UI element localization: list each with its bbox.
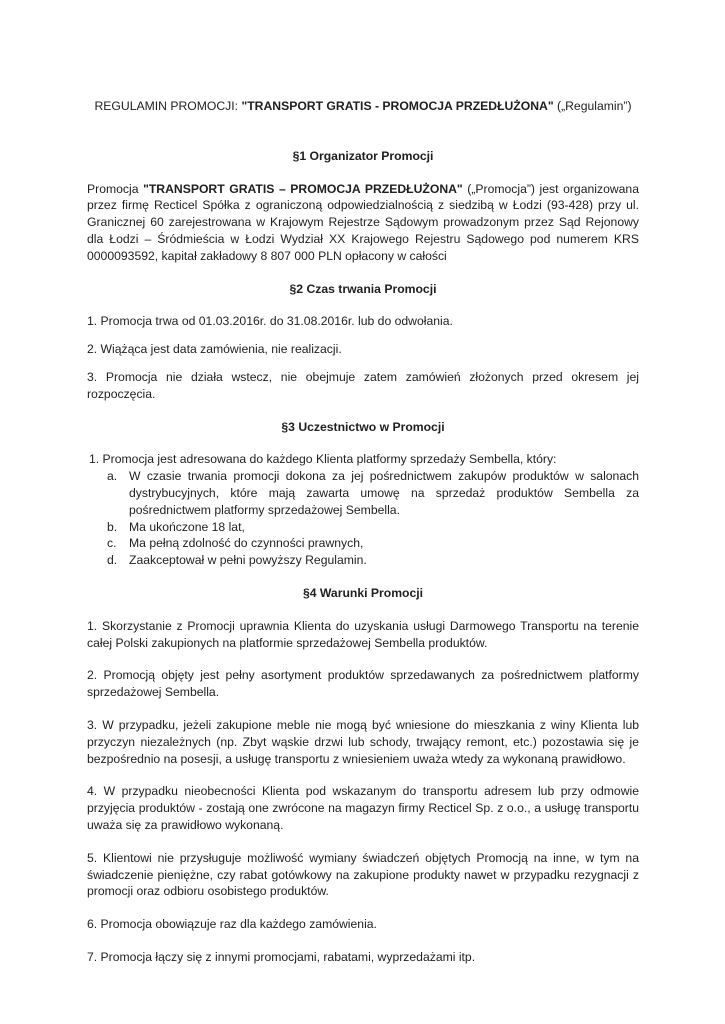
list-item	[87, 468, 639, 518]
list-marker: a.	[107, 469, 118, 484]
section-4-paragraph-1: 1. Skorzystanie z Promocji uprawnia Klienta do uzyskania usługi Darmowego Transportu na terenie całej Polski zakupionych na platformie sprzedażowej Sembella produktów.	[87, 618, 639, 650]
section-4-heading: §4 Warunki Promocji	[302, 585, 424, 600]
section-4-paragraph-5: 5. Klientowi nie przysługuje możliwość wymiany świadczeń objętych Promocją na inne, w tym na świadczenie pieniężne, czy rabat gotówkowy na zakupione produkty nawet w przypadku rezygnacji z promocji oraz odbioru osobistego produktów.	[87, 850, 639, 899]
section-4-paragraph-3: 3. W przypadku, jeżeli zakupione meble nie mogą być wniesione do mieszkania z winy Klienta lub przyczyn niezależnych (np. Zbyt wąskie drzwi lub schody, trwający remont, etc.) pozostawia się je bezpośrednio na posesji, a usługę transportu z wniesieniem uważa wtedy za wykonaną prawidłowo.	[87, 717, 639, 766]
section-4-paragraph-2: 2. Promocją objęty jest pełny asortyment produktów sprzedawanych za pośrednictwem platformy sprzedażowej Sembella.	[87, 668, 639, 700]
section-3-heading: §3 Uczestnictwo w Promocji	[281, 419, 445, 434]
document-page	[87, 98, 639, 966]
title-prefix: REGULAMIN PROMOCJI:	[94, 99, 242, 113]
s1-p1-bold: "TRANSPORT GRATIS – PROMOCJA PRZEDŁUŻONA"	[143, 181, 463, 196]
section-2-paragraph-3: 3. Promocja nie działa wstecz, nie obejmuje zatem zamówień złożonych przed okresem jej rozpoczęcia.	[87, 369, 639, 401]
s1-p1-prefix: Promocja	[87, 181, 144, 196]
title-suffix: („Regulamin”)	[553, 99, 632, 113]
document-title	[87, 98, 639, 115]
section-4-paragraph-4: 4. W przypadku nieobecności Klienta pod wskazanym do transportu adresem lub przy odmowie przyjęcia produktów - zostają one zwrócone na magazyn firmy Recticel Sp. z o.o., a usługę transportu uważa się za prawidłowo wykonaną.	[87, 784, 639, 832]
list-marker: b.	[107, 519, 118, 534]
s1-p1-rest: („Promocja”) jest organizowana przez firmę Recticel Spółka z ograniczoną odpowiedzialnością z siedzibą w Łodzi (93-428) przy ul. Granicznej 60 zarejestrowana w Krajowym Rejestrze Sądowym prowadzonym przez Sąd Rejonowy dla Łodzi – Śródmieścia w Łodzi Wydział XX Krajowego Rejestru Sądowego pod numerem KRS 0000093592, kapitał zakładowy 8 807 000 PLN opłacony w całości	[87, 181, 639, 263]
section-2-heading: §2 Czas trwania Promocji	[289, 281, 437, 296]
list-item	[87, 535, 639, 552]
section-1-paragraph	[87, 181, 639, 265]
section-4-paragraph-7: 7. Promocja łączy się z innymi promocjami, rabatami, wyprzedażami itp.	[87, 949, 476, 964]
section-2-paragraph-1: 1. Promocja trwa od 01.03.2016r. do 31.08.2016r. lub do odwołania.	[87, 314, 453, 329]
list-marker: c.	[107, 536, 117, 551]
list-marker: d.	[107, 553, 118, 568]
section-3-list	[87, 468, 639, 569]
list-item-text: W czasie trwania promocji dokona za jej pośrednictwem zakupów produktów w salonach dystrybucyjnych, które mają zawarta umowę na sprzedaż produktów Sembella za pośrednictwem platformy sprzedażowej Sembella.	[129, 469, 639, 517]
list-item-text: Ma pełną zdolność do czynności prawnych,	[129, 536, 364, 551]
list-item	[87, 552, 639, 569]
section-2-paragraph-2: 2. Wiążąca jest data zamówienia, nie realizacji.	[87, 342, 342, 357]
list-item	[87, 519, 639, 536]
section-1-heading: §1 Organizator Promocji	[292, 148, 434, 163]
section-3-intro: 1. Promocja jest adresowana do każdego Klienta platformy sprzedaży Sembella, który:	[89, 452, 557, 467]
section-4-paragraph-6: 6. Promocja obowiązuje raz dla każdego zamówienia.	[87, 917, 377, 932]
title-bold: "TRANSPORT GRATIS - PROMOCJA PRZEDŁUŻONA"	[241, 99, 554, 113]
list-item-text: Ma ukończone 18 lat,	[129, 519, 245, 534]
list-item-text: Zaakceptował w pełni powyższy Regulamin.	[129, 553, 367, 568]
